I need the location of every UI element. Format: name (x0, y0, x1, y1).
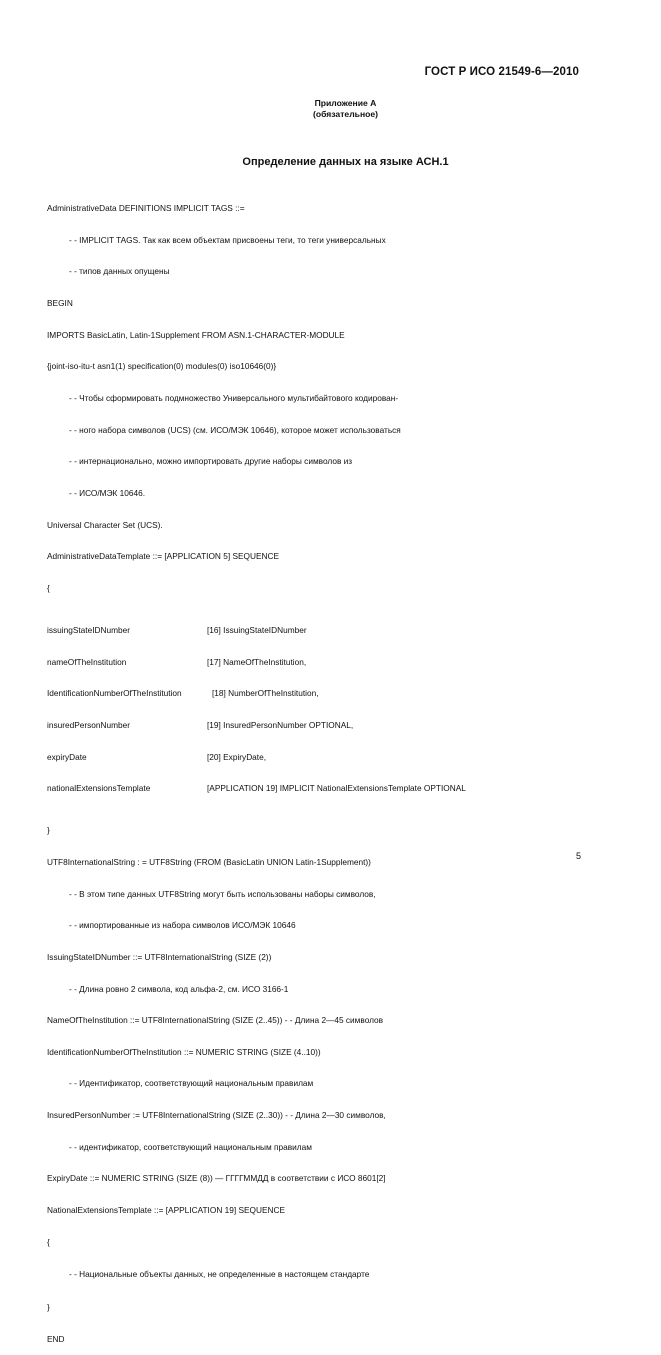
code-comment: - - ИСО/МЭК 10646. (69, 487, 146, 498)
code-line: { (47, 1236, 50, 1247)
sequence-field-row (47, 657, 607, 668)
code-line: ExpiryDate ::= NUMERIC STRING (SIZE (8)) — ГГГГММДД в соответствии с ИСО 8601[2] (47, 1173, 386, 1184)
field-definition: [APPLICATION 19] IMPLICIT NationalExtensionsTemplate OPTIONAL (207, 783, 466, 794)
asn1-code-listing (47, 182, 607, 1355)
code-comment: - - Национальные объекты данных, не определенные в настоящем стандарте (69, 1269, 370, 1280)
sequence-field-row (47, 752, 607, 763)
annex-status: (обязательное) (312, 109, 379, 119)
code-comment: - - интернационально, можно импортировать другие наборы символов из (69, 456, 353, 467)
code-line: END (47, 1333, 65, 1344)
code-comment: - - ного набора символов (UCS) (см. ИСО/МЭК 10646), которое может использоваться (69, 424, 401, 435)
field-name: IdentificationNumberOfTheInstitution (47, 688, 182, 699)
field-definition: [20] ExpiryDate, (207, 751, 267, 762)
code-comment: - - В этом типе данных UTF8String могут быть использованы наборы символов, (69, 888, 376, 899)
sequence-field-row (47, 783, 607, 794)
code-line: BEGIN (47, 298, 73, 309)
sequence-field-row (47, 720, 607, 731)
code-line: AdministrativeData DEFINITIONS IMPLICIT TAGS ::= (47, 203, 245, 214)
document-code: ГОСТ Р ИСО 21549-6—2010 (424, 66, 579, 78)
field-name: nationalExtensionsTemplate (47, 783, 151, 794)
field-name: issuingStateIDNumber (47, 624, 131, 635)
code-comment: - - Чтобы сформировать подмножество Универсального мультибайтового кодирован- (69, 392, 399, 403)
code-line: { (47, 582, 50, 593)
code-line: {joint-iso-itu-t asn1(1) specification(0) modules(0) iso10646(0)} (47, 361, 277, 372)
code-line: UTF8InternationalString : = UTF8String (FROM (BasicLatin UNION Latin-1Supplement)) (47, 857, 371, 867)
section-title-text: Определение данных на языке АСН.1 (242, 156, 449, 168)
code-comment: - - типов данных опущены (69, 266, 170, 277)
code-comment: - - Длина ровно 2 символа, код альфа-2, см. ИСО 3166-1 (69, 983, 289, 994)
section-title (0, 156, 661, 168)
code-line: Universal Character Set (UCS). (47, 519, 163, 530)
sequence-field-row (47, 625, 607, 636)
code-comment: - - IMPLICIT TAGS. Так как всем объектам присвоены теги, то теги универсальных (69, 234, 386, 245)
code-line: } (47, 825, 50, 836)
field-definition: [17] NameOfTheInstitution, (207, 656, 307, 667)
code-line: } (47, 1301, 50, 1312)
field-name: insuredPersonNumber (47, 719, 131, 730)
code-line: InsuredPersonNumber := UTF8InternationalString (SIZE (2..30)) - - Длина 2—30 символов, (47, 1110, 386, 1121)
code-line: NationalExtensionsTemplate ::= [APPLICATION 19] SEQUENCE (47, 1205, 286, 1216)
code-line: AdministrativeDataTemplate ::= [APPLICATION 5] SEQUENCE (47, 551, 280, 562)
code-comment: - - Идентификатор, соответствующий национальным правилам (69, 1078, 314, 1089)
field-definition: [16] IssuingStateIDNumber (207, 624, 307, 635)
field-definition: [19] InsuredPersonNumber OPTIONAL, (207, 719, 354, 730)
code-comment: - - идентификатор, соответствующий национальным правилам (69, 1141, 312, 1152)
code-comment: - - импортированные из набора символов ИСО/МЭК 10646 (69, 920, 296, 931)
code-line: IssuingStateIDNumber ::= UTF8InternationalString (SIZE (2)) (47, 951, 272, 962)
code-line: NameOfTheInstitution ::= UTF8InternationalString (SIZE (2..45)) - - Длина 2—45 символов (47, 1015, 384, 1026)
annex-title: Приложение А (314, 98, 377, 108)
field-name: expiryDate (47, 751, 87, 762)
field-name: nameOfTheInstitution (47, 656, 127, 667)
code-line: IMPORTS BasicLatin, Latin-1Supplement FROM ASN.1-CHARACTER-MODULE (47, 329, 345, 340)
page-number: 5 (575, 851, 581, 861)
code-line: IdentificationNumberOfTheInstitution ::= NUMERIC STRING (SIZE (4..10)) (47, 1046, 321, 1057)
sequence-field-row (47, 688, 607, 699)
field-definition: [18] NumberOfTheInstitution, (212, 688, 319, 699)
annex-heading (0, 98, 661, 120)
